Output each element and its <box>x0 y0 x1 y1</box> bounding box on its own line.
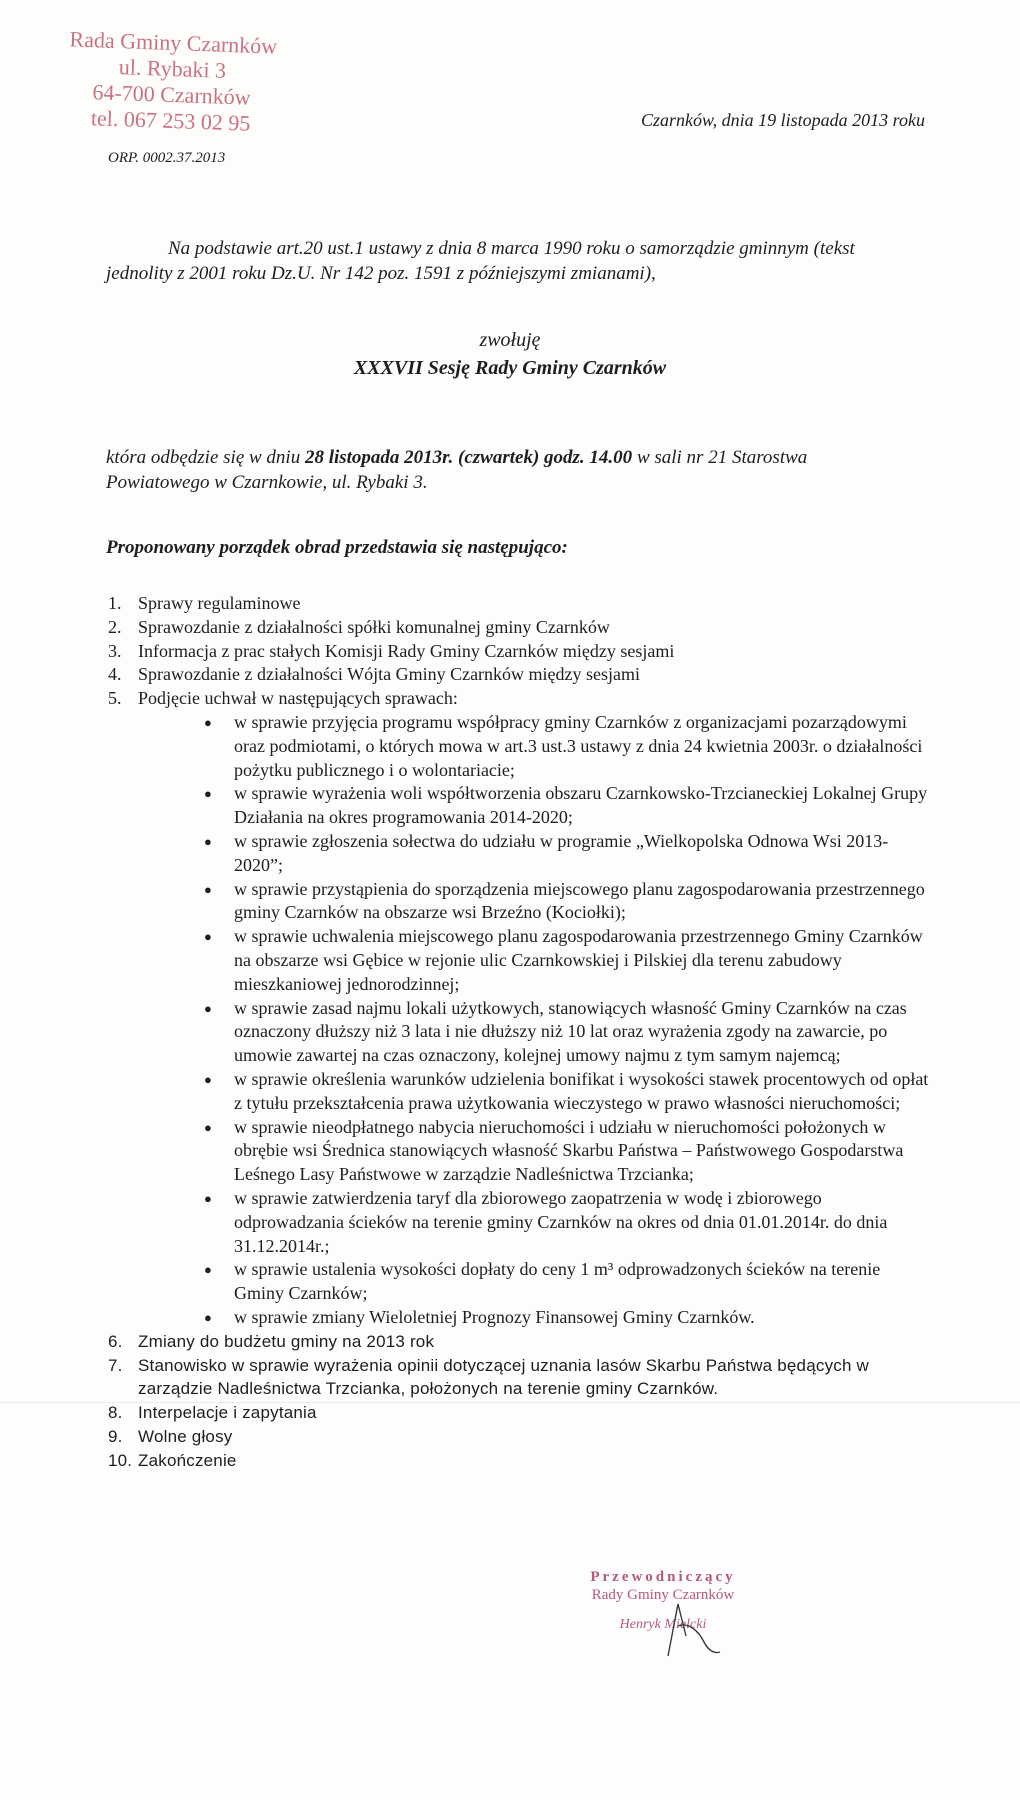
meeting-date: 28 listopada 2013r. (czwartek) godz. 14.00 <box>304 447 633 468</box>
resolution-text: w sprawie przyjęcia programu współpracy gminy Czarnków z organizacjami pozarządowymi oraz podmiotami, o których mowa w art.3 ust.3 ustawy z dnia 24 kwietnia 2003r. o działalności pożytku publicznego i o wolontariacie; <box>234 711 923 780</box>
meeting-info <box>106 445 966 495</box>
resolution-text: w sprawie zmiany Wieloletniej Prognozy Finansowej Gminy Czarnków. <box>234 1306 755 1327</box>
resolution-item <box>138 1258 930 1306</box>
agenda-number: 3. <box>108 640 122 661</box>
agenda-number: 6. <box>108 1331 123 1351</box>
resolution-item <box>138 925 930 996</box>
legal-basis-line-2: jednolity z 2001 roku Dz.U. Nr 142 poz. 1591 z późniejszymi zmianami), <box>106 263 656 284</box>
bullet-icon: ● <box>204 1000 212 1016</box>
stamp-line-4: tel. 067 253 02 95 <box>90 105 251 136</box>
agenda-text: Sprawy regulaminowe <box>138 593 301 613</box>
convene-block <box>0 326 1020 382</box>
meeting-pre: która odbędzie się w dniu <box>106 447 305 468</box>
bullet-icon: ● <box>204 1309 212 1325</box>
resolution-item <box>138 830 930 878</box>
agenda-number: 8. <box>108 1403 123 1423</box>
bullet-icon: ● <box>204 929 212 945</box>
resolution-item <box>138 997 930 1068</box>
resolution-text: w sprawie zatwierdzenia taryf dla zbiorowego zaopatrzenia w wodę i zbiorowego odprowadzania ścieków na terenie gminy Czarnków na okres od dnia 01.01.2014r. do dnia 31.12.2014r.; <box>234 1187 888 1256</box>
agenda-item <box>100 640 930 664</box>
scan-edge-line <box>0 1402 1020 1403</box>
agenda-text: Zmiany do budżetu gminy na 2013 rok <box>138 1331 435 1351</box>
agenda-item <box>100 1330 930 1354</box>
resolution-item <box>138 878 930 926</box>
stamp-line-3: 64-700 Czarnków <box>92 79 252 110</box>
agenda-number: 5. <box>108 688 122 709</box>
date-line: Czarnków, dnia 19 listopada 2013 roku <box>640 110 925 130</box>
meeting-line-2: Powiatowego w Czarnkowie, ul. Rybaki 3. <box>106 472 428 493</box>
agenda-item <box>100 616 930 640</box>
agenda-text: Zakończenie <box>138 1450 237 1470</box>
agenda-text: Stanowisko w sprawie wyrażenia opinii dotyczącej uznania lasów Skarbu Państwa będących w zarządzie Nadleśnictwa Trzcianka, położonych na terenie gminy Czarnków. <box>138 1355 870 1399</box>
agenda-number: 2. <box>108 616 122 637</box>
resolution-text: w sprawie wyrażenia woli współtworzenia obszaru Czarnkowsko-Trzcianeckiej Lokalnej Grupy Działania na okres programowania 2014-2020; <box>234 783 928 828</box>
council-stamp <box>50 26 293 138</box>
agenda-number: 1. <box>108 593 122 613</box>
resolution-text: w sprawie uchwalenia miejscowego planu zagospodarowania przestrzennego Gminy Czarnków na obszarze wsi Gębice w rejonie ulic Czarnkowskiej i Pilskiej dla terenu zabudowy mieszkaniowej jednorodzinnej; <box>234 926 923 994</box>
agenda-text: Sprawozdanie z działalności Wójta Gminy Czarnków między sesjami <box>138 664 641 685</box>
legal-basis-line-1: Na podstawie art.20 ust.1 ustawy z dnia 8 marca 1990 roku o samorządzie gminnym (tekst <box>168 238 855 259</box>
agenda-item <box>100 592 930 616</box>
signature-stamp <box>578 1568 748 1634</box>
resolution-text: w sprawie ustalenia wysokości dopłaty do ceny 1 m³ odprowadzonych ścieków na terenie Gminy Czarnków; <box>234 1259 881 1304</box>
agenda-item <box>100 663 930 687</box>
resolution-item <box>138 1068 930 1116</box>
reference-number: ORP. 0002.37.2013 <box>108 150 226 166</box>
resolution-text: w sprawie zasad najmu lokali użytkowych, stanowiących własność Gminy Czarnków na czas oznaczony dłuższy niż 3 lata i nie dłuższy niż 10 lat oraz wyrażenia zgody na zawarcie, po umowie zawartej na czas oznaczony, kolejnej umowy najmu z tym samym najemcą; <box>234 997 907 1066</box>
agenda-number: 10. <box>108 1450 133 1470</box>
resolution-item <box>138 782 930 830</box>
agenda-number: 4. <box>108 664 122 685</box>
legal-basis <box>106 236 956 286</box>
signature-title: Przewodniczący <box>590 1569 736 1585</box>
convene-verb: zwołuję <box>479 329 541 351</box>
meeting-line-1 <box>106 445 966 470</box>
bullet-icon: ● <box>204 881 212 897</box>
bullet-icon: ● <box>204 1190 212 1206</box>
agenda-text: Wolne głosy <box>138 1426 233 1446</box>
resolution-item <box>138 711 930 782</box>
resolution-item <box>138 1116 930 1187</box>
bullet-icon: ● <box>204 1071 212 1087</box>
resolution-text: w sprawie zgłoszenia sołectwa do udziału w programie „Wielkopolska Odnowa Wsi 2013-2020”; <box>234 830 889 875</box>
handwritten-signature-icon <box>664 1596 724 1666</box>
agenda-item <box>100 1401 930 1425</box>
agenda-text: Podjęcie uchwał w następujących sprawach: <box>138 688 458 709</box>
resolution-item <box>138 1187 930 1258</box>
signature-body: Rady Gminy Czarnków <box>591 1587 735 1603</box>
resolution-text: w sprawie określenia warunków udzielenia bonifikat i wysokości stawek procentowych od opłat z tytułu przekształcenia prawa użytkowania wieczystego w prawo własności nieruchomości; <box>234 1068 929 1113</box>
resolution-text: w sprawie przystąpienia do sporządzenia miejscowego planu zagospodarowania przestrzennego gminy Czarnków na obszarze wsi Brzeźno (Kociołki); <box>234 878 925 923</box>
meeting-post: w sali nr 21 Starostwa <box>632 447 808 468</box>
bullet-icon: ● <box>204 1262 212 1278</box>
bullet-icon: ● <box>204 1119 212 1135</box>
agenda-text: Interpelacje i zapytania <box>138 1403 317 1423</box>
agenda-number: 9. <box>108 1426 123 1446</box>
agenda-item <box>100 687 930 1330</box>
stamp-line-2: ul. Rybaki 3 <box>118 54 227 83</box>
bullet-icon: ● <box>204 714 212 730</box>
resolution-list <box>138 711 930 1330</box>
bullet-icon: ● <box>204 786 212 802</box>
stamp-line-1: Rada Gminy Czarnków <box>69 26 278 59</box>
agenda-number: 7. <box>108 1355 123 1375</box>
agenda-item <box>100 1425 930 1449</box>
agenda-text: Informacja z prac stałych Komisji Rady Gminy Czarnków między sesjami <box>138 640 675 661</box>
agenda-text: Sprawozdanie z działalności spółki komunalnej gminy Czarnków <box>138 616 610 637</box>
agenda-list <box>100 592 930 1472</box>
resolution-text: w sprawie nieodpłatnego nabycia nieruchomości i udziału w nieruchomości położonych w obrębie wsi Średnica stanowiących własność Skarbu Państwa – Państwowego Gospodarstwa Leśnego Lasy Państwowe w zarządzie Nadleśnictwa Trzcianka; <box>234 1116 904 1185</box>
signature-name: Henryk Mielcki <box>619 1617 707 1632</box>
agenda-heading: Proponowany porządek obrad przedstawia się następująco: <box>106 537 568 558</box>
agenda-item <box>100 1354 930 1402</box>
session-title: XXXVII Sesję Rady Gminy Czarnków <box>353 357 667 379</box>
bullet-icon: ● <box>204 833 212 849</box>
resolution-item <box>138 1306 930 1330</box>
agenda-item <box>100 1449 930 1473</box>
